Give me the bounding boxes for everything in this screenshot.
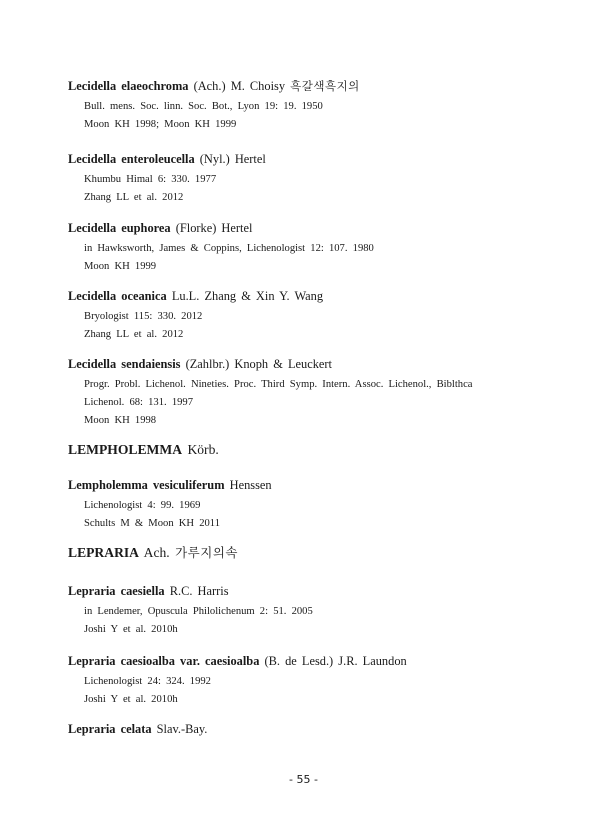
reference-line: Lichenol. 68: 131. 1997 (84, 397, 194, 408)
reference-line: Zhang LL et al. 2012 (84, 329, 184, 340)
korean-genus-name: 가루지의속 (175, 545, 238, 560)
species-heading (68, 151, 588, 167)
reference-line: Khumbu Himal 6: 330. 1977 (84, 174, 217, 185)
species-name: Lepraria caesiella (68, 584, 165, 598)
species-authority: Henssen (229, 478, 272, 492)
reference-line: Bull. mens. Soc. linn. Soc. Bot., Lyon 19: 19. 1950 (84, 101, 323, 112)
reference-line: Schults M & Moon KH 2011 (84, 518, 221, 529)
species-name: Lecidella enteroleucella (68, 152, 195, 166)
species-heading (68, 356, 588, 372)
species-heading (68, 721, 588, 737)
species-authority: (Florke) Hertel (175, 221, 253, 235)
genus-name: LEMPHOLEMMA (68, 442, 183, 457)
species-entry-lecidella-oceanica (68, 288, 588, 344)
species-entry-lecidella-elaeochroma (68, 78, 588, 134)
reference-line: Joshi Y et al. 2010h (84, 624, 178, 635)
species-heading (68, 583, 588, 599)
genus-name: LEPRARIA (68, 545, 139, 560)
species-entry-lecidella-sendaiensis (68, 356, 588, 430)
species-name: Lecidella oceanica (68, 289, 167, 303)
species-authority: (Ach.) M. Choisy (193, 79, 286, 93)
species-heading (68, 288, 588, 304)
species-entry-lepraria-caesioalba (68, 653, 588, 709)
reference-line: Moon KH 1998 (84, 415, 157, 426)
reference-line: Lichenologist 4: 99. 1969 (84, 500, 201, 511)
reference-line: in Hawksworth, James & Coppins, Lichenologist 12: 107. 1980 (84, 243, 374, 254)
species-heading (68, 78, 588, 94)
reference-line: Progr. Probl. Lichenol. Nineties. Proc. Third Symp. Intern. Assoc. Lichenol., Biblthca (84, 379, 473, 390)
species-name: Lepraria celata (68, 722, 152, 736)
genus-heading-lempholemma (68, 441, 219, 459)
species-heading (68, 220, 588, 236)
species-entry-lecidella-euphorea (68, 220, 588, 276)
species-heading (68, 477, 588, 493)
genus-authority: Körb. (187, 442, 219, 457)
species-name: Lecidella sendaiensis (68, 357, 181, 371)
genus-heading-lepraria (68, 544, 238, 562)
species-entry-lepraria-caesiella (68, 583, 588, 639)
page-number: - 55 - (289, 773, 318, 786)
reference-line: Zhang LL et al. 2012 (84, 192, 184, 203)
reference-line: Bryologist 115: 330. 2012 (84, 311, 203, 322)
korean-name: 흑갈색흑지의 (290, 79, 360, 93)
species-heading (68, 653, 588, 669)
species-entry-lecidella-enteroleucella (68, 151, 588, 207)
reference-line: in Lendemer, Opuscula Philolichenum 2: 51. 2005 (84, 606, 313, 617)
species-entry-lepraria-celata (68, 721, 588, 737)
species-name: Lecidella elaeochroma (68, 79, 189, 93)
genus-authority: Ach. (143, 545, 170, 560)
reference-line: Joshi Y et al. 2010h (84, 694, 178, 705)
species-authority: Slav.-Bay. (156, 722, 208, 736)
species-name: Lepraria caesioalba var. caesioalba (68, 654, 260, 668)
species-authority: (Zahlbr.) Knoph & Leuckert (185, 357, 332, 371)
species-authority: Lu.L. Zhang & Xin Y. Wang (171, 289, 324, 303)
species-name: Lempholemma vesiculiferum (68, 478, 225, 492)
reference-line: Moon KH 1999 (84, 261, 157, 272)
reference-line: Lichenologist 24: 324. 1992 (84, 676, 211, 687)
reference-line: Moon KH 1998; Moon KH 1999 (84, 119, 237, 130)
species-authority: (Nyl.) Hertel (199, 152, 266, 166)
species-entry-lempholemma-vesiculiferum (68, 477, 588, 533)
species-authority: (B. de Lesd.) J.R. Laundon (264, 654, 407, 668)
species-name: Lecidella euphorea (68, 221, 171, 235)
species-authority: R.C. Harris (169, 584, 229, 598)
